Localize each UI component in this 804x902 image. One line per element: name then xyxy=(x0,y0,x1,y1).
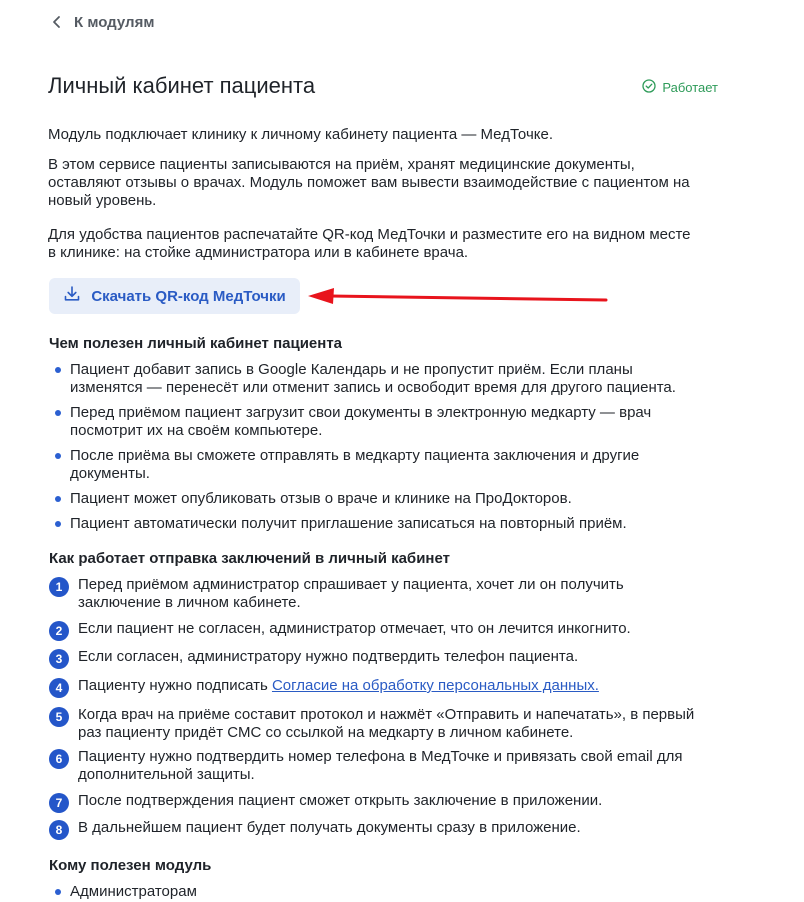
intro-text: В этом сервисе пациенты записываются на приём, хранят медицинские документы, xyxy=(48,156,635,173)
step-line: дополнительной защиты. xyxy=(78,766,255,783)
audience-list xyxy=(55,883,705,901)
list-item-text: документы. xyxy=(70,465,150,482)
list-item xyxy=(55,515,705,533)
step-text xyxy=(78,792,718,813)
download-qr-button[interactable] xyxy=(49,278,300,314)
step-item xyxy=(49,792,729,813)
intro-text: оставляют отзывы о врачах. Модуль поможет вам вывести взаимодействие с пациентом на xyxy=(48,174,690,191)
step-line: заключение в личном кабинете. xyxy=(78,594,301,611)
step-number: 6 xyxy=(49,749,69,769)
step-number: 1 xyxy=(49,577,69,597)
intro-paragraph-3 xyxy=(48,226,728,262)
step-number: 2 xyxy=(49,621,69,641)
step-line: Когда врач на приёме составит протокол и нажмёт «Отправить и напечатать», в первый xyxy=(78,706,695,723)
page-title: Личный кабинет пациента xyxy=(48,73,316,98)
step-number: 5 xyxy=(49,707,69,727)
step-line: Пациенту нужно подтвердить номер телефона в МедТочке и привязать свой email для xyxy=(78,748,683,765)
step-line: Если пациент не согласен, администратор отмечает, что он лечится инкогнито. xyxy=(78,620,631,637)
step-number: 7 xyxy=(49,793,69,813)
step-text xyxy=(78,648,718,669)
audience-title: Кому полезен модуль xyxy=(49,857,212,874)
step-item xyxy=(49,748,729,784)
intro-text: Для удобства пациентов распечатайте QR-код МедТочки и разместите его на видном месте xyxy=(48,226,691,243)
process-title: Как работает отправка заключений в личный кабинет xyxy=(49,550,450,567)
bullet-icon xyxy=(55,496,61,502)
list-item-text: Пациент автоматически получит приглашение записаться на повторный приём. xyxy=(70,515,627,532)
list-item-text: Перед приёмом пациент загрузит свои документы в электронную медкарту — врач xyxy=(70,404,652,421)
consent-link[interactable]: Согласие на обработку персональных данных. xyxy=(271,677,599,694)
list-item-text: Пациент добавит запись в Google Календарь и не пропустит приём. Если планы xyxy=(70,361,633,378)
intro-text: новый уровень. xyxy=(48,192,157,209)
bullet-icon xyxy=(55,521,61,527)
step-text xyxy=(78,706,718,742)
status-badge xyxy=(642,79,718,96)
step-text xyxy=(78,576,718,612)
list-item xyxy=(55,361,705,397)
step-line: Если согласен, администратору нужно подтвердить телефон пациента. xyxy=(78,648,579,665)
list-item-text: изменятся — перенесёт или отменит запись и освободит время для другого пациента. xyxy=(70,379,676,396)
step-text xyxy=(78,620,718,641)
step-line: раз пациенту придёт СМС со ссылкой на медкарту в личном кабинете. xyxy=(78,724,574,741)
list-item-text: Пациент может опубликовать отзыв о враче и клинике на ПроДокторов. xyxy=(70,490,572,507)
step-item xyxy=(49,677,729,698)
step-text xyxy=(78,748,718,784)
benefits-title: Чем полезен личный кабинет пациента xyxy=(49,335,343,352)
chevron-left-icon xyxy=(52,15,62,29)
intro-text: Модуль подключает клинику к личному кабинету пациента — МедТочке. xyxy=(48,126,554,143)
list-item-text: После приёма вы сможете отправлять в медкарту пациента заключения и другие xyxy=(70,447,640,464)
check-circle-icon xyxy=(642,79,656,96)
benefits-list xyxy=(55,361,705,533)
intro-paragraph-1 xyxy=(48,126,728,144)
list-item xyxy=(55,447,705,483)
step-text xyxy=(78,819,718,840)
download-icon xyxy=(63,285,81,307)
status-label: Работает xyxy=(662,80,718,95)
list-item xyxy=(55,883,705,901)
intro-paragraph-2 xyxy=(48,156,728,210)
intro-section xyxy=(48,126,728,262)
list-item xyxy=(55,490,705,508)
bullet-icon xyxy=(55,889,61,895)
step-line: Перед приёмом администратор спрашивает у пациента, хочет ли он получить xyxy=(78,576,624,593)
step-number: 8 xyxy=(49,820,69,840)
list-item xyxy=(55,404,705,440)
step-item xyxy=(49,648,729,669)
bullet-icon xyxy=(55,453,61,459)
list-item-text: посмотрит их на своём компьютере. xyxy=(70,422,323,439)
step-number: 4 xyxy=(49,678,69,698)
step-item xyxy=(49,706,729,742)
bullet-icon xyxy=(55,367,61,373)
step-item xyxy=(49,576,729,612)
step-item xyxy=(49,620,729,641)
step-number: 3 xyxy=(49,649,69,669)
intro-text: в клинике: на стойке администратора или в кабинете врача. xyxy=(48,244,469,261)
list-item-text: Администраторам xyxy=(70,883,197,900)
step-line: Пациенту нужно подписать xyxy=(78,677,272,694)
step-text xyxy=(78,677,718,698)
back-to-modules-link[interactable] xyxy=(52,12,154,32)
download-qr-label: Скачать QR-код МедТочки xyxy=(91,287,286,305)
step-line: После подтверждения пациент сможет открыть заключение в приложении. xyxy=(78,792,603,809)
step-line: В дальнейшем пациент будет получать документы сразу в приложение. xyxy=(78,819,581,836)
back-link-label: К модулям xyxy=(74,13,155,31)
step-item xyxy=(49,819,729,840)
bullet-icon xyxy=(55,410,61,416)
